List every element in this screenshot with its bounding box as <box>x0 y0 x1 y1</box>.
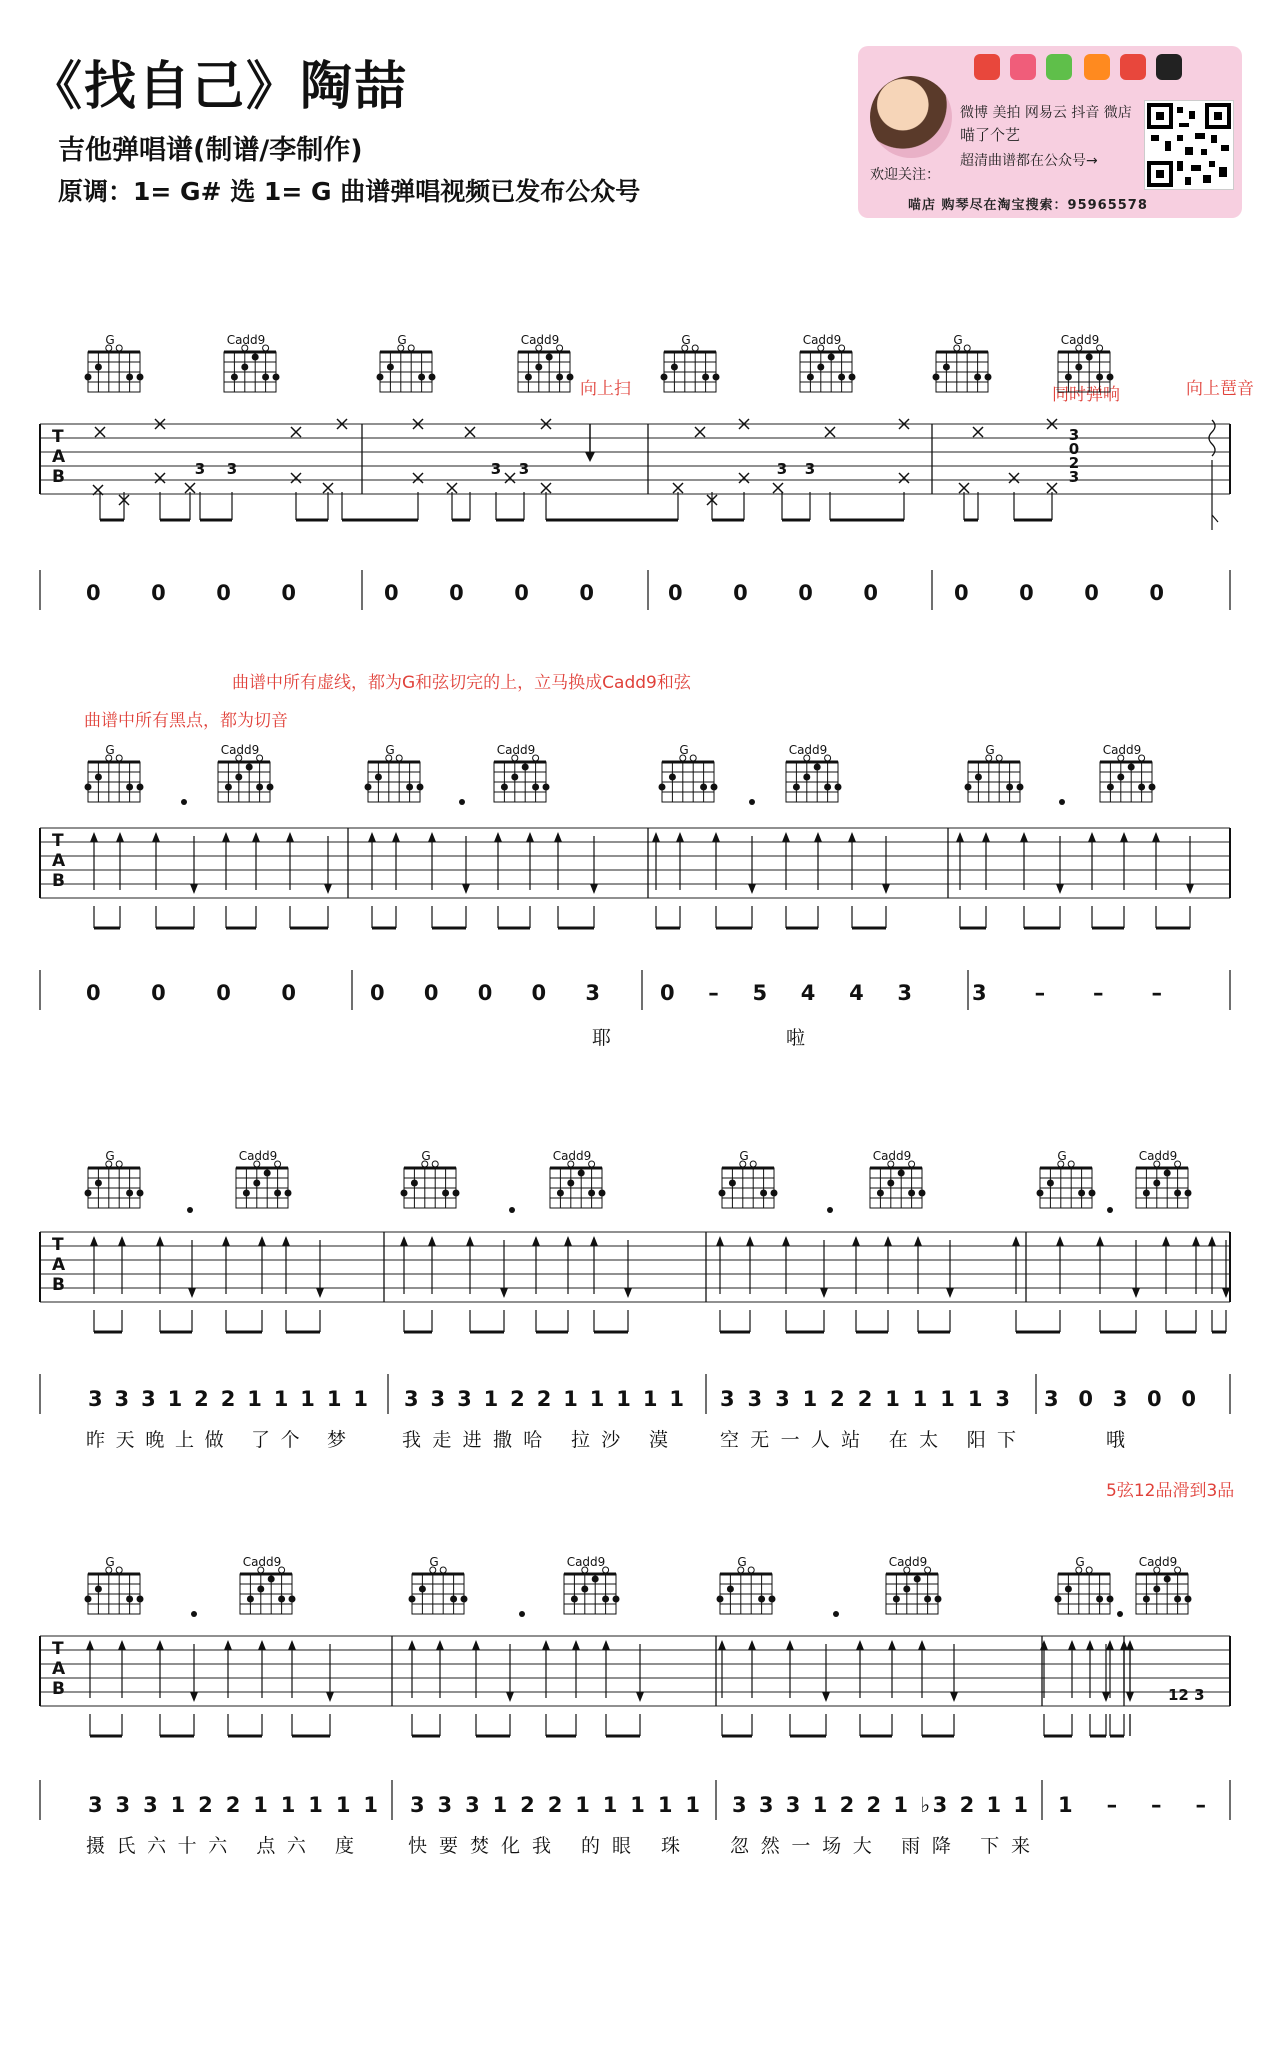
chord-diagram <box>1058 333 1114 392</box>
strum-up-arrow <box>258 1236 266 1246</box>
strum-down-arrow <box>316 1288 324 1298</box>
strum-down-arrow <box>326 1692 334 1702</box>
chord-diagram <box>85 1149 144 1208</box>
chord-diagram <box>800 333 856 392</box>
tab-clef-letter: A <box>52 1255 66 1275</box>
chord-diagram <box>886 1555 942 1614</box>
chord-diagram <box>236 1149 292 1208</box>
muted-note-x <box>541 483 551 493</box>
strum-up-arrow <box>982 832 990 842</box>
chord-name: Cadd9 <box>566 1555 606 1569</box>
strum-down-arrow <box>946 1288 954 1298</box>
tab-clef-letter: T <box>52 1235 64 1255</box>
strum-up-arrow <box>786 1640 794 1650</box>
shop-line: 喵店 购琴尽在淘宝搜索：95965578 <box>908 198 1148 213</box>
chord-name: G <box>421 1149 431 1163</box>
strum-down-arrow <box>500 1288 508 1298</box>
chord-name: G <box>105 1149 115 1163</box>
chord-diagram <box>1037 1149 1096 1208</box>
strum-down-arrow <box>820 1288 828 1298</box>
staccato-dot <box>181 799 187 805</box>
tab-clef-letter: B <box>52 467 65 487</box>
strum-up-arrow <box>914 1236 922 1246</box>
strum-down-arrow <box>748 884 756 894</box>
muted-note-x <box>465 427 475 437</box>
chord-diagram <box>85 743 144 802</box>
strum-down-arrow <box>636 1692 644 1702</box>
tab-clef-letter: A <box>52 851 66 871</box>
lyric-line: 啦 <box>786 1027 806 1049</box>
strum-up-arrow <box>746 1236 754 1246</box>
numbered-notation: 3 3 3 1 2 2 1 ♭3 2 1 1 <box>732 1793 1028 1817</box>
strum-up-arrow <box>400 1236 408 1246</box>
lyric-line: 忽然一场大 雨降 下来 <box>730 1835 1030 1857</box>
chord-name: Cadd9 <box>1060 333 1100 347</box>
numbered-notation: 0 0 0 0 <box>86 581 296 605</box>
strum-up-arrow <box>1208 1236 1216 1246</box>
staccato-dot <box>187 1207 193 1213</box>
strum-up-arrow <box>368 832 376 842</box>
strum-down-arrow <box>950 1692 958 1702</box>
strum-up-arrow <box>590 1236 598 1246</box>
numbered-notation: 1 – – – <box>1058 1793 1206 1817</box>
chord-name: Cadd9 <box>1138 1149 1178 1163</box>
chord-name: G <box>985 743 995 757</box>
strum-up-arrow <box>848 832 856 842</box>
strum-down-arrow <box>1132 1288 1140 1298</box>
chord-name: Cadd9 <box>220 743 260 757</box>
lyric-line: 耶 <box>592 1027 612 1049</box>
chord-name: G <box>429 1555 439 1569</box>
chord-name: Cadd9 <box>802 333 842 347</box>
muted-note-x <box>291 473 301 483</box>
numbered-notation: 3 0 3 0 0 <box>1044 1387 1196 1411</box>
strum-up-arrow <box>716 1236 724 1246</box>
chord-diagram <box>518 333 574 392</box>
strum-up-arrow <box>152 832 160 842</box>
follow-label: 欢迎关注： <box>870 167 940 183</box>
chord-name: Cadd9 <box>1102 743 1142 757</box>
annotation-slide: 5弦12品滑到3品 <box>1106 1481 1235 1501</box>
chord-diagram <box>401 1149 460 1208</box>
chord-diagram <box>85 333 144 392</box>
annotation-simultaneous: 同时弹响 <box>1052 385 1120 405</box>
strum-up-arrow <box>856 1640 864 1650</box>
tab-fret-number: 3 <box>804 460 816 478</box>
staccato-dot <box>827 1207 833 1213</box>
tab-fret-number: 0 <box>1068 440 1080 458</box>
tab-fret-number: 3 <box>518 460 530 478</box>
muted-note-x <box>1009 473 1019 483</box>
strum-up-arrow <box>118 1640 126 1650</box>
strum-up-arrow <box>1056 1236 1064 1246</box>
muted-note-x <box>505 473 515 483</box>
chord-name: G <box>737 1555 747 1569</box>
numbered-notation: 3 – – – <box>972 981 1162 1005</box>
strum-up-arrow <box>526 832 534 842</box>
strum-down-arrow <box>1126 1692 1134 1702</box>
numbered-notation: 0 0 0 0 <box>668 581 878 605</box>
strum-down-arrow <box>882 884 890 894</box>
strum-down-arrow <box>506 1692 514 1702</box>
strum-up-arrow <box>1040 1640 1048 1650</box>
strum-up-arrow <box>1120 832 1128 842</box>
chord-name: Cadd9 <box>1138 1555 1178 1569</box>
strum-up-arrow <box>852 1236 860 1246</box>
strum-up-arrow <box>222 1236 230 1246</box>
strum-up-arrow <box>1096 1236 1104 1246</box>
chord-name: G <box>397 333 407 347</box>
strum-down-arrow <box>462 884 470 894</box>
strum-down-arrow <box>190 884 198 894</box>
strum-up-arrow <box>1012 1236 1020 1246</box>
staccato-dot <box>833 1611 839 1617</box>
strum-up-arrow <box>782 1236 790 1246</box>
lyric-line: 快要焚化我 的眼 珠 <box>408 1835 680 1857</box>
chord-diagram <box>870 1149 926 1208</box>
staccato-dot <box>191 1611 197 1617</box>
muted-note-x <box>413 473 423 483</box>
muted-note-x <box>773 483 783 493</box>
tab-clef-letter: T <box>52 427 64 447</box>
muted-note-x <box>95 427 105 437</box>
score-subtitle: 吉他弹唱谱(制谱/李制作) <box>58 135 363 166</box>
strum-up-arrow <box>408 1640 416 1650</box>
tab-clef-letter: B <box>52 1679 65 1699</box>
chord-name: G <box>681 333 691 347</box>
chord-diagram <box>365 743 424 802</box>
strum-up-arrow <box>116 832 124 842</box>
chord-name: G <box>1075 1555 1085 1569</box>
strum-up-arrow <box>918 1640 926 1650</box>
chord-name: G <box>679 743 689 757</box>
tab-clef-letter: A <box>52 1659 66 1679</box>
platform-list: 微博 美拍 网易云 抖音 微店 <box>960 105 1132 121</box>
chord-diagram <box>965 743 1024 802</box>
strum-up-arrow <box>554 832 562 842</box>
strum-up-arrow <box>86 1640 94 1650</box>
chord-diagram <box>1136 1149 1192 1208</box>
numbered-notation: 3 3 3 1 2 2 1 1 1 1 3 <box>720 1387 1010 1411</box>
strum-up-arrow <box>156 1236 164 1246</box>
chord-name: Cadd9 <box>872 1149 912 1163</box>
tab-clef-letter: B <box>52 1275 65 1295</box>
strum-up-arrow <box>494 832 502 842</box>
strum-up-arrow <box>888 1640 896 1650</box>
numbered-notation: 0 0 0 0 <box>384 581 594 605</box>
muted-note-x <box>959 483 969 493</box>
chord-diagram <box>661 333 720 392</box>
tab-fret-number: 3 <box>226 460 238 478</box>
numbered-notation: 3 3 3 1 2 2 1 1 1 1 1 <box>88 1387 368 1411</box>
strum-down-arrow <box>590 884 598 894</box>
numbered-notation: 0 0 0 0 <box>86 981 296 1005</box>
chord-name: Cadd9 <box>242 1555 282 1569</box>
numbered-notation: 0 – 5 4 4 3 <box>660 981 912 1005</box>
strum-up-arrow <box>884 1236 892 1246</box>
chord-diagram <box>240 1555 296 1614</box>
strum-up-arrow <box>1192 1236 1200 1246</box>
chord-diagram <box>786 743 842 802</box>
tab-fret-number: 3 <box>490 460 502 478</box>
strum-up-arrow <box>90 1236 98 1246</box>
lyric-line: 哦 <box>1106 1429 1126 1451</box>
annotation-dashed-lines: 曲谱中所有虚线，都为G和弦切完的上，立马换成Cadd9和弦 <box>232 673 691 693</box>
strum-up-arrow <box>428 832 436 842</box>
strum-up-arrow <box>224 1640 232 1650</box>
strum-down-arrow <box>1222 1288 1230 1298</box>
strum-up-arrow <box>572 1640 580 1650</box>
muted-note-x <box>695 427 705 437</box>
strum-up-arrow <box>90 832 98 842</box>
chord-name: G <box>953 333 963 347</box>
staccato-dot <box>1059 799 1065 805</box>
chord-diagram <box>494 743 550 802</box>
strum-up-arrow <box>956 832 964 842</box>
staccato-dot <box>1107 1207 1113 1213</box>
strum-up-arrow <box>1088 832 1096 842</box>
chord-diagram <box>933 333 992 392</box>
staccato-dot <box>459 799 465 805</box>
strum-up-arrow <box>652 832 660 842</box>
lyric-line: 摄氏六十六 点六 度 <box>86 1835 354 1857</box>
strum-down-arrow <box>1102 1692 1110 1702</box>
chord-diagram <box>1055 1555 1114 1614</box>
tab-clef-letter: T <box>52 1639 64 1659</box>
lyric-line: 我走进撒哈 拉沙 漠 <box>402 1429 668 1451</box>
strum-down-arrow <box>822 1692 830 1702</box>
strum-down-arrow <box>585 452 595 462</box>
muted-note-x <box>825 427 835 437</box>
page-title: 《找自己》陶喆 <box>30 57 409 117</box>
lyric-line: 空无一人站 在太 阳下 <box>720 1429 1016 1451</box>
muted-note-x <box>323 483 333 493</box>
key-info: 原调：1= G# 选 1= G 曲谱弹唱视频已发布公众号 <box>58 177 641 206</box>
muted-note-x <box>673 483 683 493</box>
numbered-notation: 3 3 3 1 2 2 1 1 1 1 1 <box>88 1793 378 1817</box>
annotation-up-strum: 向上扫 <box>580 379 631 399</box>
strum-up-arrow <box>428 1236 436 1246</box>
strum-up-arrow <box>436 1640 444 1650</box>
strum-up-arrow <box>1152 832 1160 842</box>
strum-up-arrow <box>1106 1640 1114 1650</box>
muted-note-x <box>185 483 195 493</box>
tab-fret-number: 2 <box>1068 454 1080 472</box>
strum-up-arrow <box>718 1640 726 1650</box>
strum-up-arrow <box>472 1640 480 1650</box>
strum-up-arrow <box>542 1640 550 1650</box>
strum-up-arrow <box>1162 1236 1170 1246</box>
strum-up-arrow <box>1020 832 1028 842</box>
staccato-dot <box>519 1611 525 1617</box>
chord-diagram <box>377 333 436 392</box>
strum-up-arrow <box>282 1236 290 1246</box>
chord-diagram <box>717 1555 776 1614</box>
staccato-dot <box>749 799 755 805</box>
numbered-notation: 0 0 0 0 <box>954 581 1164 605</box>
muted-note-x <box>155 473 165 483</box>
strum-up-arrow <box>782 832 790 842</box>
chord-name: Cadd9 <box>496 743 536 757</box>
muted-note-x <box>447 483 457 493</box>
tab-clef-letter: B <box>52 871 65 891</box>
strum-down-arrow <box>624 1288 632 1298</box>
tab-clef-letter: T <box>52 831 64 851</box>
chord-name: Cadd9 <box>552 1149 592 1163</box>
chord-name: Cadd9 <box>888 1555 928 1569</box>
chord-diagram <box>224 333 280 392</box>
strum-down-arrow <box>1056 884 1064 894</box>
strum-up-arrow <box>814 832 822 842</box>
strum-up-arrow <box>466 1236 474 1246</box>
chord-diagram <box>85 1555 144 1614</box>
annotation-black-dots: 曲谱中所有黑点，都为切音 <box>84 711 288 731</box>
chord-diagram <box>1136 1555 1192 1614</box>
strum-up-arrow <box>1068 1640 1076 1650</box>
chord-name: Cadd9 <box>226 333 266 347</box>
annotation-up-arpeggio: 向上琶音 <box>1186 379 1254 399</box>
strum-up-arrow <box>564 1236 572 1246</box>
account-name: 喵了个艺 <box>960 126 1021 144</box>
strum-up-arrow <box>712 832 720 842</box>
strum-up-arrow <box>288 1640 296 1650</box>
tab-fret-number: 3 <box>776 460 788 478</box>
note-flag <box>1212 515 1218 522</box>
strum-up-arrow <box>748 1640 756 1650</box>
chord-name: G <box>105 1555 115 1569</box>
chord-diagram <box>719 1149 778 1208</box>
strum-down-arrow <box>1186 884 1194 894</box>
chord-diagram <box>409 1555 468 1614</box>
muted-note-x <box>899 473 909 483</box>
numbered-notation: 3 3 3 1 2 2 1 1 1 1 1 <box>410 1793 700 1817</box>
chord-diagram <box>564 1555 620 1614</box>
strum-down-arrow <box>324 884 332 894</box>
numbered-notation: 0 0 0 0 3 <box>370 981 600 1005</box>
strum-up-arrow <box>258 1640 266 1650</box>
tab-fret-number: 3 <box>1068 426 1080 444</box>
chord-diagram <box>550 1149 606 1208</box>
strum-up-arrow <box>118 1236 126 1246</box>
chord-name: Cadd9 <box>520 333 560 347</box>
strum-up-arrow <box>1086 1640 1094 1650</box>
chord-diagram <box>218 743 274 802</box>
slide-fret-numbers: 12 3 <box>1168 1686 1205 1704</box>
strum-up-arrow <box>156 1640 164 1650</box>
strum-up-arrow <box>676 832 684 842</box>
staccato-dot <box>1117 1611 1123 1617</box>
chord-name: Cadd9 <box>788 743 828 757</box>
tab-clef-letter: A <box>52 447 66 467</box>
strum-down-arrow <box>190 1692 198 1702</box>
strum-up-arrow <box>602 1640 610 1650</box>
strum-up-arrow <box>286 832 294 842</box>
strum-up-arrow <box>222 832 230 842</box>
numbered-notation: 3 3 3 1 2 2 1 1 1 1 1 <box>404 1387 684 1411</box>
chord-name: G <box>385 743 395 757</box>
muted-note-x <box>973 427 983 437</box>
chord-name: G <box>105 333 115 347</box>
chord-name: G <box>105 743 115 757</box>
muted-note-x <box>1047 483 1057 493</box>
tab-fret-number: 3 <box>1068 468 1080 486</box>
muted-note-x <box>739 473 749 483</box>
muted-note-x <box>291 427 301 437</box>
chord-name: G <box>739 1149 749 1163</box>
hd-score-note: 超清曲谱都在公众号→ <box>960 153 1098 169</box>
chord-diagram <box>1100 743 1156 802</box>
chord-name: Cadd9 <box>238 1149 278 1163</box>
tab-fret-number: 3 <box>194 460 206 478</box>
chord-name: G <box>1057 1149 1067 1163</box>
strum-down-arrow <box>188 1288 196 1298</box>
lyric-line: 昨天晚上做 了个 梦 <box>86 1429 346 1451</box>
strum-up-arrow <box>392 832 400 842</box>
staccato-dot <box>509 1207 515 1213</box>
chord-diagram <box>659 743 718 802</box>
strum-up-arrow <box>532 1236 540 1246</box>
strum-up-arrow <box>252 832 260 842</box>
